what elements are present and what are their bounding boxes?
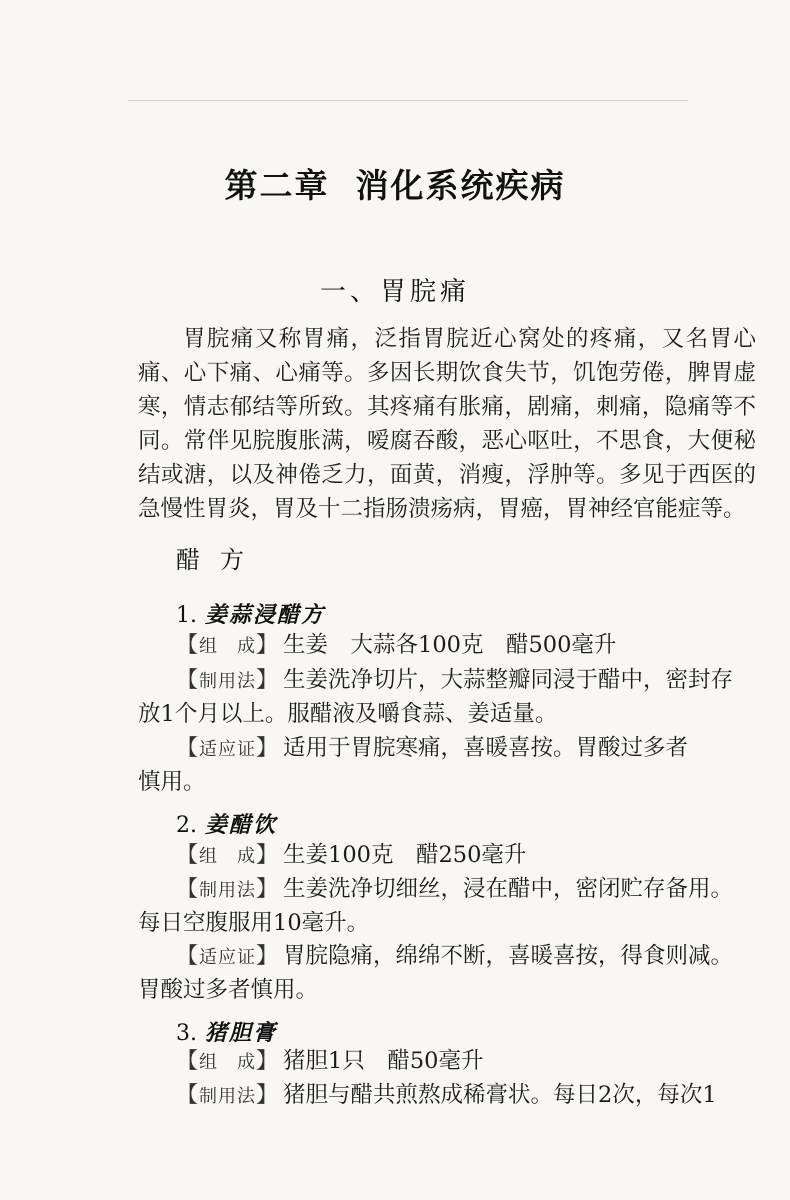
section-title: 一、胃脘痛 [319,277,470,307]
indication-tag: 【适应证】 [176,736,280,761]
recipe-title [176,808,277,839]
method-text: 生姜洗净切细丝，浸在醋中，密闭贮存备用。 [283,876,734,902]
method-tag: 【制用法】 [176,877,280,902]
recipe-indication-continuation: 慎用。 [138,769,206,795]
composition-tag: 【组 成】 [176,1049,280,1074]
recipe-number: 2. [176,813,197,838]
recipe-method-line [176,663,756,699]
indication-tag: 【适应证】 [176,944,280,969]
remedy-heading: 醋方 [176,546,264,574]
composition-text: 生姜 大蒜各100克 醋500毫升 [283,632,617,658]
recipe-number: 3. [176,1021,197,1046]
recipe-composition-line [176,1044,756,1080]
recipe-composition-line [176,628,756,664]
recipe-indication-continuation: 胃酸过多者慎用。 [138,977,319,1003]
recipe-method-line [176,1078,756,1114]
chapter-title [0,160,790,207]
chapter-name: 消化系统疾病 [355,166,566,205]
method-text: 生姜洗净切片，大蒜整瓣同浸于醋中，密封存 [283,667,734,693]
recipe-name: 姜蒜浸醋方 [205,602,326,628]
recipe-name: 姜醋饮 [205,812,278,838]
recipe-method-continuation: 放1个月以上。服醋液及嚼食蒜、姜适量。 [138,701,558,727]
method-tag: 【制用法】 [176,668,280,693]
recipe-indication-line [176,939,756,975]
recipe-method-line [176,872,756,908]
composition-tag: 【组 成】 [176,843,280,868]
composition-text: 生姜100克 醋250毫升 [283,842,527,868]
recipe-method-continuation: 每日空腹服用10毫升。 [138,910,370,936]
composition-tag: 【组 成】 [176,633,280,658]
bleed-through-header [130,64,690,92]
recipe-title [176,1016,277,1047]
intro-paragraph: 胃脘痛又称胃痛，泛指胃脘近心窝处的疼痛，又名胃心痛、心下痛、心痛等。多因长期饮食失节，饥饱劳倦，脾胃虚寒，情志郁结等所致。其疼痛有胀痛，剧痛，刺痛，隐痛等不同。常伴见脘腹胀满，嗳腐吞酸，恶心呕吐，不思食，大便秘结或溏，以及神倦乏力，面黄，消瘦，浮肿等。多见于西医的急慢性胃炎，胃及十二指肠溃疡病，胃癌，胃神经官能症等。 [138,326,756,522]
recipe-name: 猪胆膏 [205,1020,278,1046]
recipe-title [176,598,325,629]
recipe-composition-line [176,838,756,874]
chapter-number: 第二章 [224,166,330,205]
recipe-indication-line [176,731,756,767]
intro-paragraph-block [138,322,756,526]
indication-text: 胃脘隐痛，绵绵不断，喜暖喜按，得食则减。 [283,943,734,969]
method-text: 猪胆与醋共煎熬成稀膏状。每日2次，每次1 [283,1082,717,1108]
header-rule [128,100,688,101]
indication-text: 适用于胃脘寒痛，喜暖喜按。胃酸过多者 [283,735,689,761]
method-tag: 【制用法】 [176,1083,280,1108]
composition-text: 猪胆1只 醋50毫升 [283,1048,484,1074]
recipe-number: 1. [176,603,197,628]
